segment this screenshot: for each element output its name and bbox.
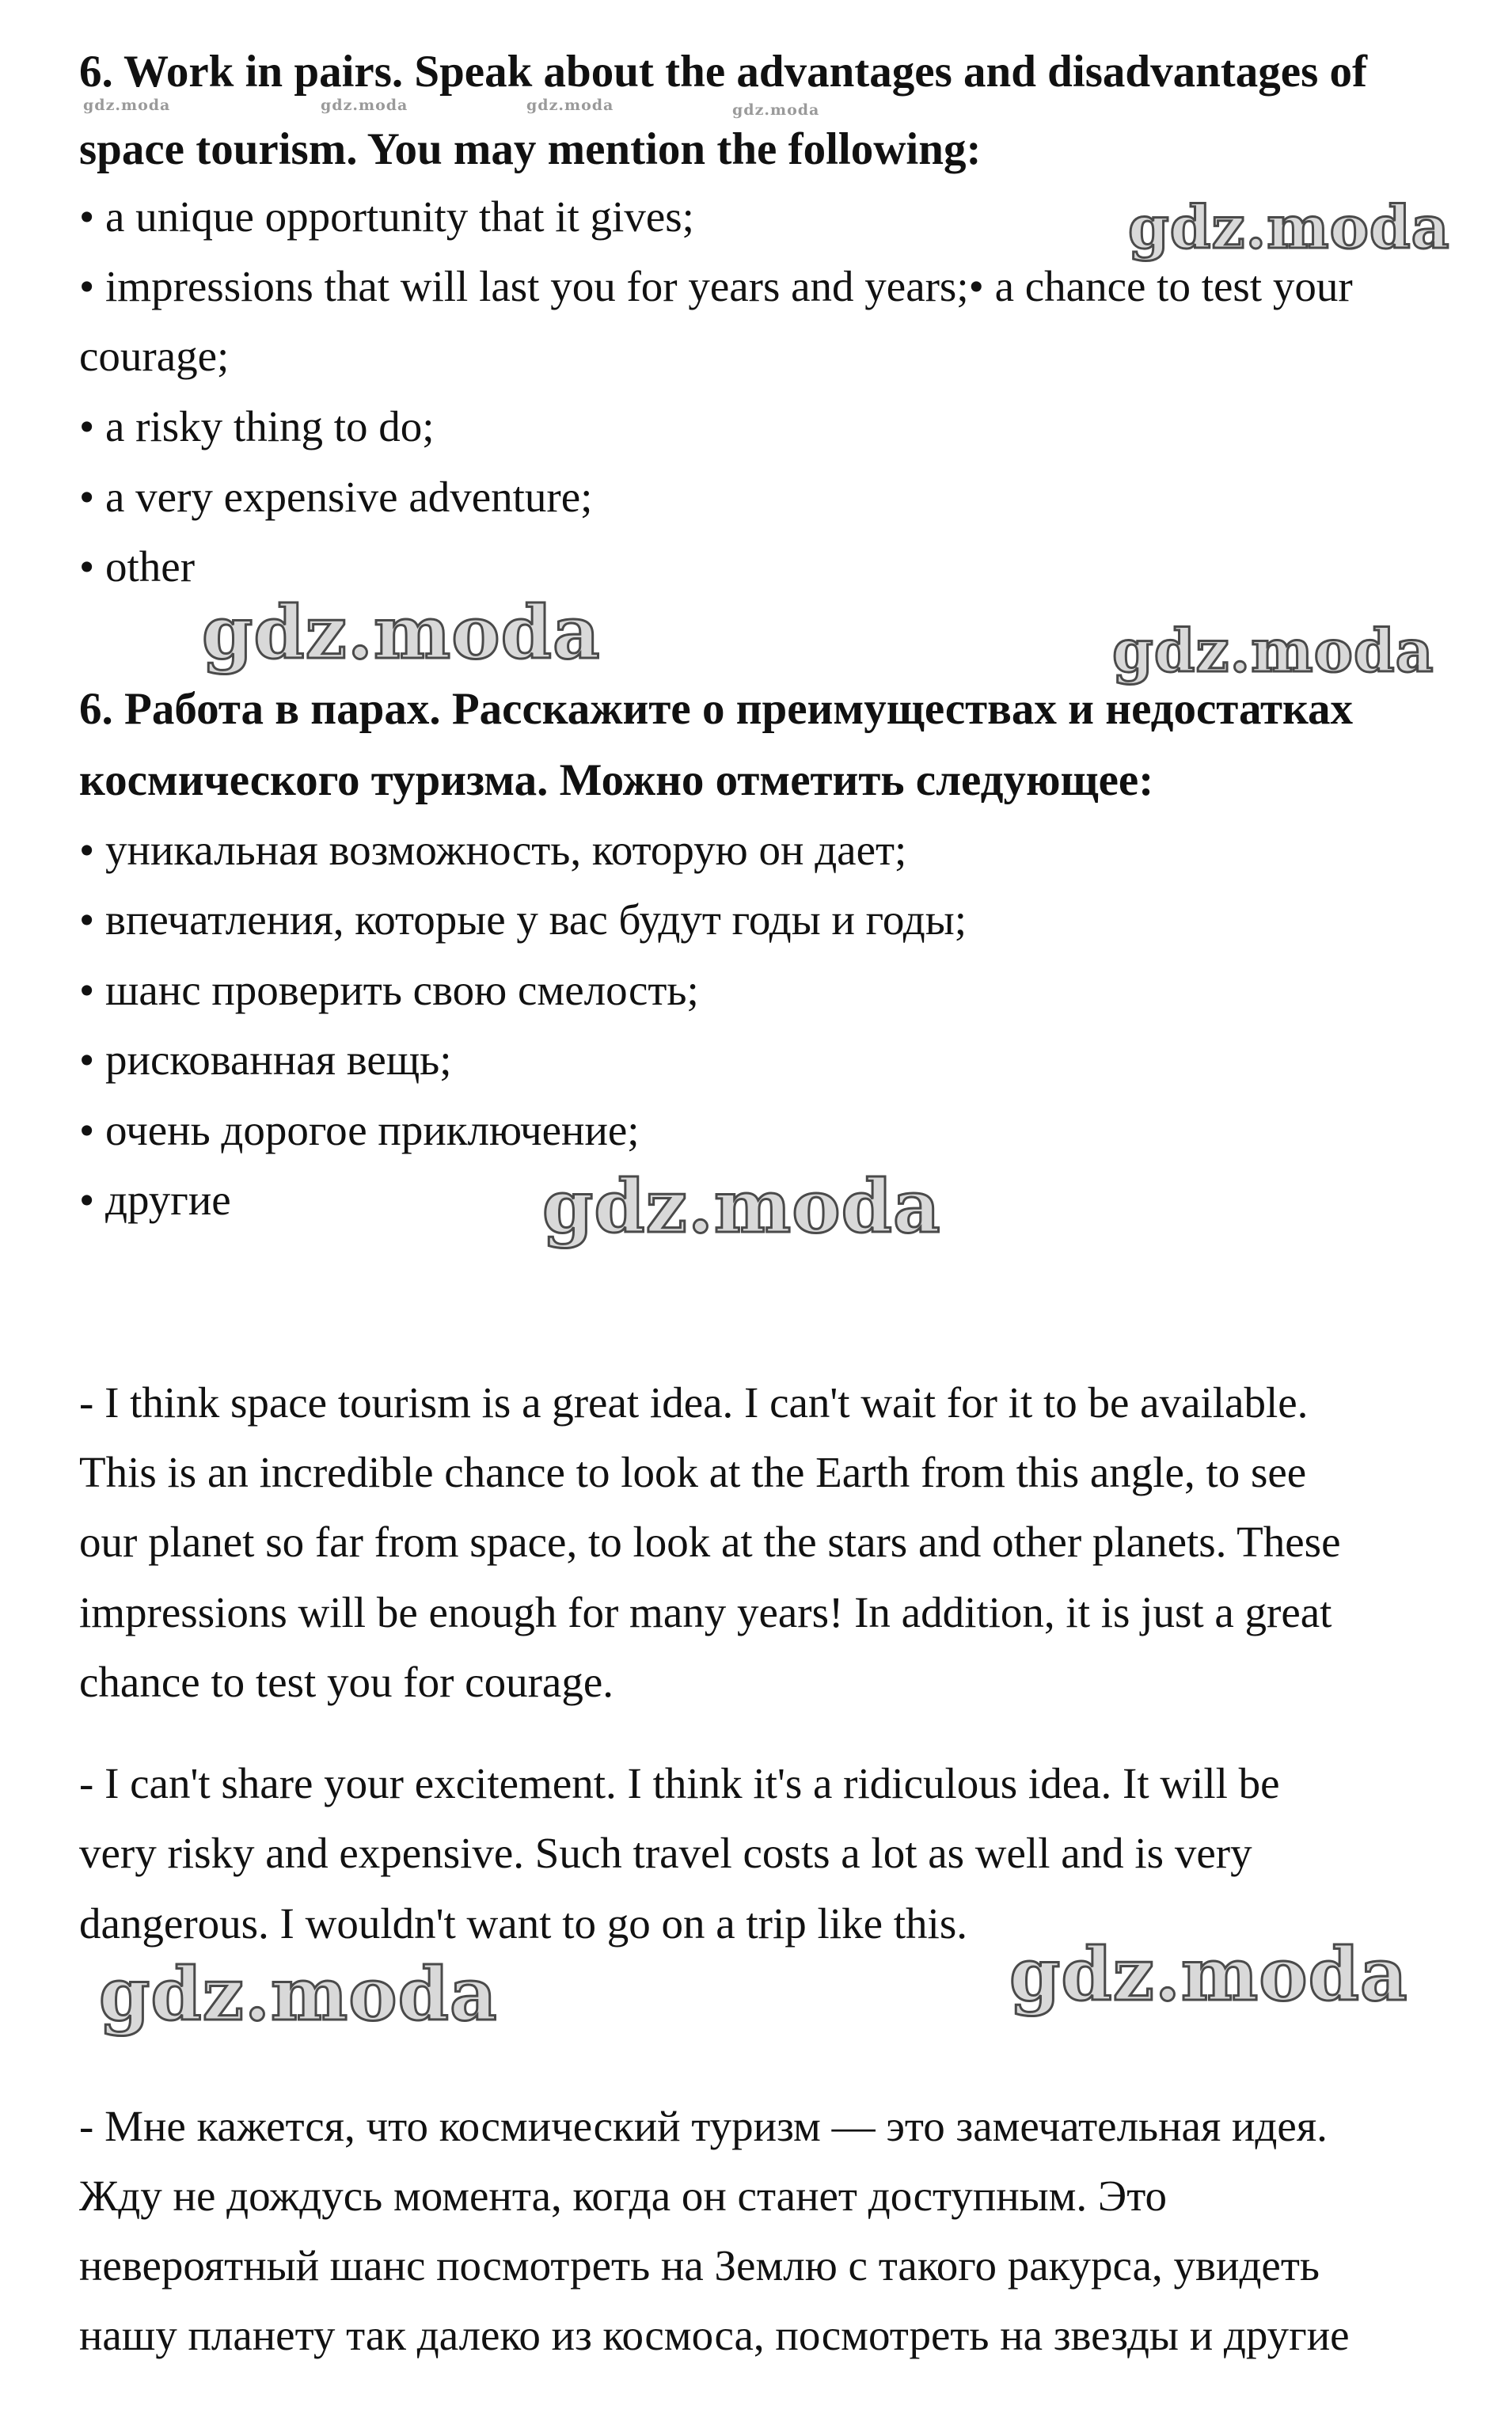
dialogue-en-line: chance to test you for courage. bbox=[79, 1658, 614, 1706]
watermark: gdz.moda bbox=[202, 590, 601, 675]
list-item-ru: • рискованная вещь; bbox=[79, 1036, 452, 1084]
list-item-ru: • впечатления, которые у вас будут годы и годы; bbox=[79, 895, 967, 944]
task-heading-ru-line-2: космического туризма. Можно отметить следующее: bbox=[79, 755, 1154, 805]
dialogue-ru-line: Жду не дождусь момента, когда он станет доступным. Это bbox=[79, 2172, 1168, 2220]
watermark: gdz.moda bbox=[1112, 618, 1434, 686]
list-item-ru: • уникальная возможность, которую он дает; bbox=[79, 826, 907, 874]
watermark-tiny-2: gdz.moda bbox=[321, 97, 408, 114]
watermark-tiny-3: gdz.moda bbox=[526, 97, 614, 114]
list-item-en: • a unique opportunity that it gives; bbox=[79, 192, 694, 241]
watermark-tiny-4: gdz.moda bbox=[732, 101, 820, 119]
list-item-ru: • шанс проверить свою смелость; bbox=[79, 966, 699, 1014]
dialogue-en-line: impressions will be enough for many years! In addition, it is just a great bbox=[79, 1588, 1332, 1636]
dialogue-en-line: our planet so far from space, to look at the stars and other planets. These bbox=[79, 1518, 1341, 1566]
dialogue-en-line: - I think space tourism is a great idea. I can't wait for it to be available. bbox=[79, 1378, 1309, 1427]
list-item-en: • a risky thing to do; bbox=[79, 402, 435, 450]
task-heading-en-line-1: 6. Work in pairs. Speak about the advantages and disadvantages of bbox=[79, 47, 1367, 97]
dialogue-ru-line: нашу планету так далеко из космоса, посмотреть на звезды и другие bbox=[79, 2311, 1350, 2359]
dialogue-ru-line: - Мне кажется, что космический туризм — это замечательная идея. bbox=[79, 2102, 1328, 2150]
watermark: gdz.moda bbox=[542, 1164, 941, 1249]
watermark: gdz.moda bbox=[99, 1951, 498, 2037]
watermark: gdz.moda bbox=[1128, 194, 1450, 262]
list-item-en: • impressions that will last you for years and years;• a chance to test your bbox=[79, 262, 1353, 310]
task-heading-ru-line-1: 6. Работа в парах. Расскажите о преимуществах и недостатках bbox=[79, 684, 1353, 734]
list-item-en: • a very expensive adventure; bbox=[79, 473, 593, 521]
task-heading-en-line-2: space tourism. You may mention the following: bbox=[79, 124, 982, 174]
watermark: gdz.moda bbox=[1009, 1932, 1408, 2017]
list-item-ru: • другие bbox=[79, 1176, 231, 1224]
list-item-ru: • очень дорогое приключение; bbox=[79, 1106, 640, 1154]
watermark-tiny-1: gdz.moda bbox=[83, 97, 171, 114]
list-item-en: • other bbox=[79, 542, 196, 591]
dialogue-en-line: very risky and expensive. Such travel costs a lot as well and is very bbox=[79, 1829, 1252, 1877]
dialogue-en-line: dangerous. I wouldn't want to go on a trip like this. bbox=[79, 1899, 967, 1948]
dialogue-ru-line: невероятный шанс посмотреть на Землю с такого ракурса, увидеть bbox=[79, 2241, 1320, 2290]
dialogue-en-line: This is an incredible chance to look at the Earth from this angle, to see bbox=[79, 1448, 1307, 1496]
list-item-en: courage; bbox=[79, 332, 230, 380]
dialogue-en-line: - I can't share your excitement. I think it's a ridiculous idea. It will be bbox=[79, 1759, 1280, 1807]
